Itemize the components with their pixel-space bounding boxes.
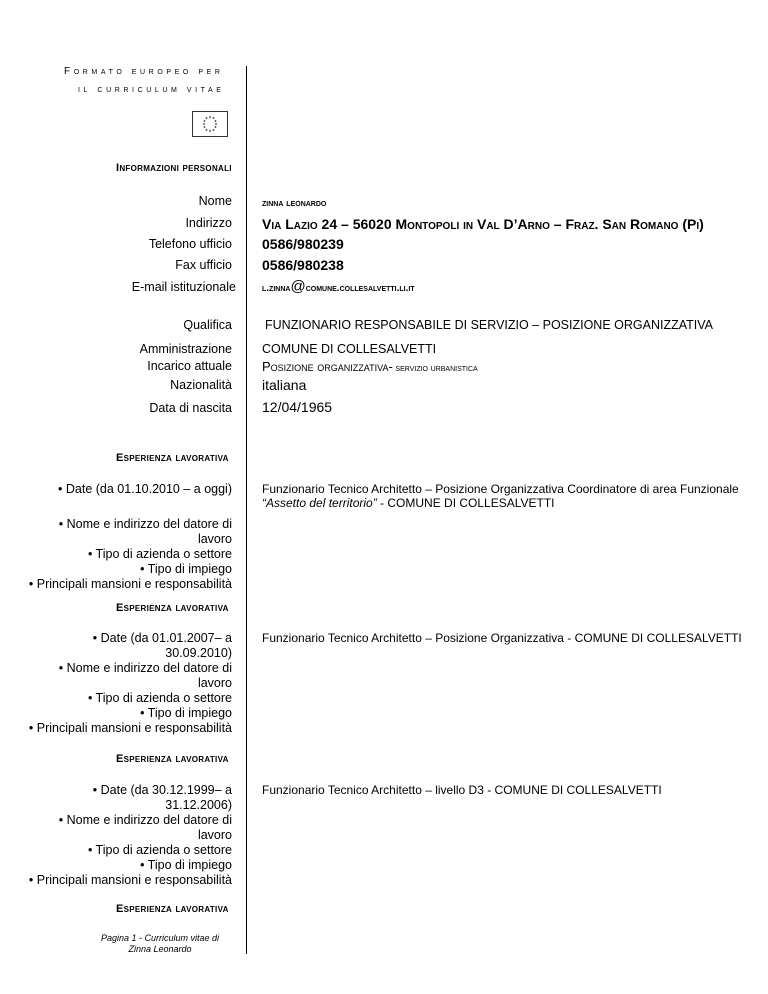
value-indirizzo: Via Lazio 24 – 56020 Montopoli in Val D’Arno – Fraz. San Romano (Pi) xyxy=(262,216,704,232)
cv-title-line2: il curriculum vitae xyxy=(78,84,225,95)
value-amministrazione: COMUNE DI COLLESALVETTI xyxy=(262,342,437,356)
label-fax: Fax ufficio xyxy=(175,258,232,272)
label-nascita: Data di nascita xyxy=(149,401,232,415)
column-divider xyxy=(246,66,247,954)
label-telefono: Telefono ufficio xyxy=(148,237,232,251)
section-esperienza-1: Esperienza lavorativa xyxy=(116,452,229,464)
page-footer xyxy=(90,933,230,955)
section-esperienza-4: Esperienza lavorativa xyxy=(116,903,229,915)
label-incarico: Incarico attuale xyxy=(147,359,232,373)
footer-line1: Pagina 1 - Curriculum vitae di xyxy=(100,933,220,943)
section-esperienza-2: Esperienza lavorativa xyxy=(116,602,229,614)
exp3-desc: Funzionario Tecnico Architetto – livello D3 - COMUNE DI COLLESALVETTI xyxy=(262,783,662,797)
eu-flag-logo xyxy=(192,111,228,137)
label-email: E-mail istituzionale xyxy=(131,280,236,294)
value-nascita: 12/04/1965 xyxy=(262,399,333,415)
exp1-label-datore: • Nome e indirizzo del datore di lavoro • Tipo di azienda o settore • Tipo di impiego • Principali mansioni e responsabilità xyxy=(28,517,232,591)
label-nome: Nome xyxy=(198,194,232,208)
value-incarico xyxy=(262,359,478,374)
incarico-head: Posizione organizzativa- xyxy=(262,359,393,374)
value-email[interactable] xyxy=(262,278,415,295)
email-user: l.zinna xyxy=(262,283,291,294)
section-informazioni-personali: Informazioni personali xyxy=(116,162,232,174)
value-nome: zinna leonardo xyxy=(262,197,327,209)
value-nazionalita: italiana xyxy=(262,377,307,393)
label-qualifica: Qualifica xyxy=(183,318,232,332)
value-qualifica: FUNZIONARIO RESPONSABILE DI SERVIZIO – POSIZIONE ORGANIZZATIVA xyxy=(265,318,713,332)
section-esperienza-3: Esperienza lavorativa xyxy=(116,753,229,765)
incarico-tail: servizio urbanistica xyxy=(392,363,478,374)
exp1-desc-italic: “Assetto del territorio” xyxy=(262,496,377,510)
exp2-date-line1: • Date (da 01.01.2007– a xyxy=(92,631,232,645)
exp3-date-line2: 31.12.2006) xyxy=(165,798,232,812)
exp1-date: • Date (da 01.10.2010 – a oggi) xyxy=(58,482,232,496)
cv-title-line1: Formato europeo per xyxy=(64,66,224,77)
label-indirizzo: Indirizzo xyxy=(185,216,232,230)
exp1-desc-line1: Funzionario Tecnico Architetto – Posizione Organizzativa Coordinatore di area Funzionale xyxy=(262,482,739,496)
exp2-desc: Funzionario Tecnico Architetto – Posizione Organizzativa - COMUNE DI COLLESALVETTI xyxy=(262,631,742,645)
exp1-desc-line2 xyxy=(262,496,555,510)
label-amministrazione: Amministrazione xyxy=(139,342,232,356)
footer-line2: Zinna Leonardo xyxy=(128,944,192,954)
exp2-date-line2: 30.09.2010) xyxy=(165,646,232,660)
email-domain: comune.collesalvetti.li.it xyxy=(305,283,415,294)
value-fax: 0586/980238 xyxy=(262,257,344,273)
exp3-labels: • Date (da 30.12.1999– a 31.12.2006) • Nome e indirizzo del datore di lavoro • Tipo di azienda o settore • Tipo di impiego • Principali mansioni e responsabilità xyxy=(28,783,232,887)
exp1-desc-tail: - COMUNE DI COLLESALVETTI xyxy=(376,496,555,510)
label-nazionalita: Nazionalità xyxy=(170,378,232,392)
exp3-date-line1: • Date (da 30.12.1999– a xyxy=(92,783,232,797)
exp2-labels: • Date (da 01.01.2007– a 30.09.2010) • Nome e indirizzo del datore di lavoro • Tipo di azienda o settore • Tipo di impiego • Principali mansioni e responsabilità xyxy=(28,631,232,735)
email-at: @ xyxy=(290,278,306,295)
value-telefono: 0586/980239 xyxy=(262,236,344,252)
